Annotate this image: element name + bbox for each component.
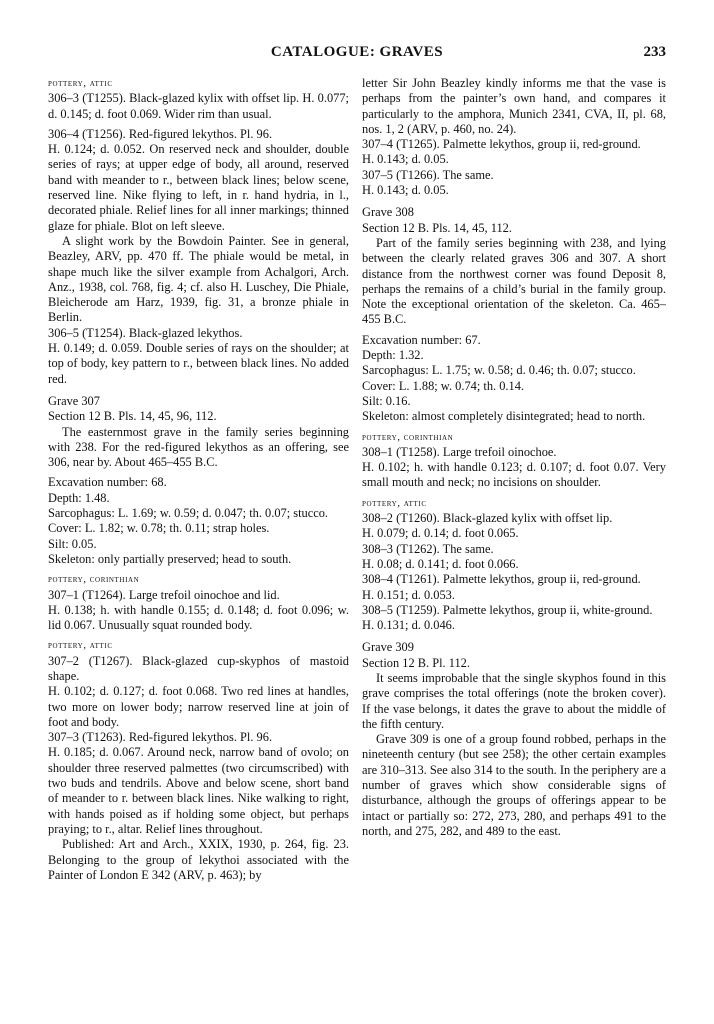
catalogue-paragraph: Excavation number: 67.: [362, 332, 481, 347]
catalogue-paragraph: 308–2 (T1260). Black-glazed kylix with offset lip.: [362, 511, 613, 526]
catalogue-paragraph: 306–4 (T1256). Red-figured lekythos. Pl. 96.: [48, 126, 273, 141]
catalogue-paragraph: H. 0.079; d. 0.14; d. foot 0.065.: [362, 526, 519, 541]
catalogue-paragraph: Skeleton: only partially preserved; head to south.: [48, 551, 292, 566]
catalogue-paragraph: H. 0.102; d. 0.127; d. foot 0.068. Two red lines at handles, two more on lower body; narrow reserved line at join of foot and body.: [48, 684, 349, 729]
catalogue-paragraph: 308–1 (T1258). Large trefoil oinochoe.: [362, 444, 557, 459]
catalogue-paragraph: H. 0.08; d. 0.141; d. foot 0.066.: [362, 556, 519, 571]
catalogue-paragraph: Published: Art and Arch., XXIX, 1930, p. 264, fig. 23. Belonging to the group of lekythoi associated with the Painter of London E 342 (ARV, p. 463); by: [48, 837, 349, 882]
catalogue-paragraph: It seems improbable that the single skyphos found in this grave comprises the total offerings (note the broken cover). If the vase belongs, it dates the grave to about the middle of the fifth century.: [362, 670, 666, 731]
catalogue-paragraph: H. 0.149; d. 0.059. Double series of rays on the shoulder; at top of body, key pattern to r., between black lines. No added red.: [48, 341, 349, 386]
catalogue-paragraph: Skeleton: almost completely disintegrated; head to north.: [362, 409, 646, 424]
catalogue-paragraph: 307–2 (T1267). Black-glazed cup-skyphos of mastoid shape.: [48, 653, 349, 683]
catalogue-paragraph: Sarcophagus: L. 1.69; w. 0.59; d. 0.047; th. 0.07; stucco.: [48, 506, 329, 521]
catalogue-paragraph: H. 0.124; d. 0.052. On reserved neck and shoulder, double series of rays; at upper edge of body, all around, reserved band with meander to r., between black lines; below scene, reserved line. Nike flying to left, in r. hand hydria, in l., decorated phiale. Relief lines for all inner markings; thinned glaze for phiale. Blot on left sleeve.: [48, 142, 349, 233]
subsection-label: pottery, corinthian: [362, 431, 454, 443]
subsection-label: pottery, attic: [48, 640, 113, 652]
left-column: [48, 76, 349, 883]
catalogue-paragraph: Depth: 1.32.: [362, 348, 424, 363]
catalogue-paragraph: 306–5 (T1254). Black-glazed lekythos.: [48, 325, 243, 340]
catalogue-paragraph: Excavation number: 68.: [48, 475, 167, 490]
catalogue-paragraph: A slight work by the Bowdoin Painter. See in general, Beazley, ARV, pp. 470 ff. The phiale would be metal, in shape much like the silver example from Achalgori, Arch. Anz., 1938, col. 768, fig. 4; cf. also H. Luschey, Die Phiale, Bleicherode am Harz, 1939, fig. 31, a bronze phiale in Berlin.: [48, 233, 349, 325]
subsection-label: pottery, attic: [48, 78, 113, 89]
catalogue-paragraph: 306–3 (T1255). Black-glazed kylix with offset lip. H. 0.077; d. 0.145; d. foot 0.069. Wider rim than usual.: [48, 91, 349, 121]
catalogue-paragraph: H. 0.143; d. 0.05.: [362, 152, 449, 167]
right-column: [362, 76, 666, 839]
catalogue-paragraph: Section 12 B. Pls. 14, 45, 96, 112.: [48, 409, 217, 424]
catalogue-paragraph: Sarcophagus: L. 1.75; w. 0.58; d. 0.46; th. 0.07; stucco.: [362, 363, 636, 378]
catalogue-paragraph: 307–4 (T1265). Palmette lekythos, group ii, red-ground.: [362, 137, 641, 152]
catalogue-paragraph: Cover: L. 1.82; w. 0.78; th. 0.11; strap holes.: [48, 521, 270, 536]
catalogue-paragraph: 308–4 (T1261). Palmette lekythos, group ii, red-ground.: [362, 572, 641, 587]
catalogue-paragraph: Depth: 1.48.: [48, 490, 110, 505]
catalogue-paragraph: The easternmost grave in the family series beginning with 238. For the red-figured lekythos as an offering, see 306, near by. About 465–455 B.C.: [48, 424, 349, 470]
catalogue-paragraph: H. 0.143; d. 0.05.: [362, 183, 449, 198]
catalogue-paragraph: H. 0.131; d. 0.046.: [362, 618, 455, 633]
catalogue-paragraph: Silt: 0.16.: [362, 393, 411, 408]
catalogue-paragraph: H. 0.102; h. with handle 0.123; d. 0.107; d. foot 0.07. Very small mouth and neck; no incisions on shoulder.: [362, 460, 666, 490]
catalogue-paragraph: 308–3 (T1262). The same.: [362, 541, 494, 556]
catalogue-paragraph: Grave 309 is one of a group found robbed, perhaps in the nineteenth century (but see 258); the other certain examples are 310–313. See also 314 to the south. In the periphery are a number of graves which show considerable signs of disturbance, although the groups of offerings appear to be intact or partially so: 272, 273, 280, and perhaps 491 to the north, and 275, 282, and 489 to the east.: [362, 732, 666, 838]
subsection-label: pottery, corinthian: [48, 574, 140, 586]
catalogue-paragraph: H. 0.138; h. with handle 0.155; d. 0.148; d. foot 0.096; w. lid 0.067. Unusually squat rounded body.: [48, 602, 349, 633]
running-title: CATALOGUE: GRAVES: [270, 44, 444, 60]
catalogue-paragraph: 308–5 (T1259). Palmette lekythos, group ii, white-ground.: [362, 602, 653, 617]
page-number: 233: [643, 44, 666, 60]
catalogue-paragraph: Silt: 0.05.: [48, 536, 97, 551]
section-heading: Grave 309: [362, 640, 414, 655]
catalogue-paragraph: H. 0.185; d. 0.067. Around neck, narrow band of ovolo; on shoulder three reserved palmettes (two circumscribed) with two buds and tendrils. Above and below scene, short band of meander to r. between black lines. Nike walking to right, with hands poised as if holding some object, but perhaps praying; to r., altar. Relief lines throughout.: [48, 745, 349, 836]
catalogue-paragraph: 307–5 (T1266). The same.: [362, 167, 494, 182]
catalogue-paragraph: 307–3 (T1263). Red-figured lekythos. Pl. 96.: [48, 730, 273, 745]
catalogue-paragraph: H. 0.151; d. 0.053.: [362, 587, 455, 602]
running-header: [48, 44, 666, 68]
catalogue-paragraph: letter Sir John Beazley kindly informs me that the vase is perhaps from the painter’s own hand, and compares it particularly to the amphora, Munich 2341, CVA, II, pl. 68, nos. 1, 2 (ARV, p. 460, no. 24).: [362, 76, 666, 136]
subsection-label: pottery, attic: [362, 497, 427, 509]
section-heading: Grave 308: [362, 205, 414, 220]
catalogue-paragraph: 307–1 (T1264). Large trefoil oinochoe and lid.: [48, 587, 280, 602]
catalogue-paragraph: Section 12 B. Pls. 14, 45, 112.: [362, 220, 512, 235]
section-heading: Grave 307: [48, 393, 100, 408]
catalogue-paragraph: Part of the family series beginning with 238, and lying between the clearly related graves 306 and 307. A short distance from the northwest corner was found Deposit 8, perhaps the remains of a child’s burial in the family group. Note the exceptional orientation of the skeleton. Ca. 465–455 B.C.: [362, 235, 666, 327]
catalogue-paragraph: Section 12 B. Pl. 112.: [362, 655, 470, 670]
catalogue-paragraph: Cover: L. 1.88; w. 0.74; th. 0.14.: [362, 378, 524, 393]
